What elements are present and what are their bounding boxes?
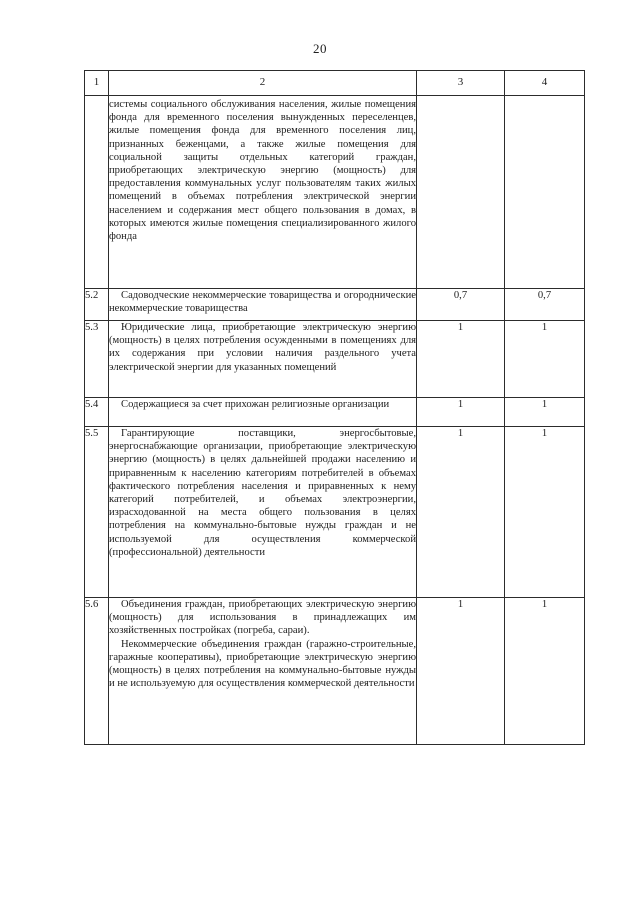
tariff-coefficient-table [84,70,585,745]
table-row-5-4 [85,398,585,427]
header-col-1: 1 [85,71,109,96]
row-paragraph: Содержащиеся за счет прихожан религиозные организации [121,399,390,410]
row-value-col3-empty [417,96,505,289]
row-description [109,96,417,289]
header-col-3: 3 [417,71,505,96]
table-row-5-2 [85,289,585,321]
row-description [109,289,417,321]
row-paragraph: Некоммерческие объединения граждан (гаражно-строительные, гаражные кооперативы), приобретающие электрическую энергию (мощность) в целях потребления на коммунально-бытовые нужды и не используемую для осуществления коммерческой деятельности [109,638,416,690]
row-number-empty [85,96,109,289]
row-value-col4: 1 [505,598,585,745]
row-paragraph: Объединения граждан, приобретающих электрическую энергию (мощность) для использования в принадлежащих им хозяйственных постройках (погреба, сараи). [109,599,416,637]
row-value-col3: 1 [417,398,505,427]
row-description [109,598,417,745]
row-paragraph: Садоводческие некоммерческие товарищества и огороднические некоммерческие товарищества [109,290,416,315]
table-row-5-3 [85,321,585,398]
table-row-5-6 [85,598,585,745]
row-number: 5.4 [85,398,109,427]
row-paragraph: системы социального обслуживания населения, жилые помещения фонда для временного поселения вынужденных переселенцев, жилые помещения фонда для временного поселения лиц, признанных беженцами, а также жилые помещения для социальной защиты отдельных категорий граждан, приобретающих электрическую энергию (мощность) для предоставления коммунальных услуг пользователям таких жилых помещений в объемах потребления электрической энергии населением и содержания мест общего пользования в домах, в которых имеются жилые помещения специализированного жилого фонда [109,99,416,243]
row-description [109,398,417,427]
row-number: 5.2 [85,289,109,321]
row-description [109,321,417,398]
table-row-5-5 [85,427,585,598]
row-paragraph: Гарантирующие поставщики, энергосбытовые, энергоснабжающие организации, приобретающие электрическую энергию (мощность) в целях дальнейшей продажи населению и приравненным к населению категориям потребителей в объемах фактического потребления населения и приравненных к нему категорий потребителей, и объемах электроэнергии, израсходованной на места общего пользования в целях потребления на коммунально-бытовые нужды граждан и не используемой для осуществления коммерческой (профессиональной) деятельности [109,428,416,558]
row-value-col4: 1 [505,427,585,598]
row-value-col4: 1 [505,321,585,398]
row-value-col4: 1 [505,398,585,427]
header-col-4: 4 [505,71,585,96]
row-value-col3: 1 [417,598,505,745]
row-description [109,427,417,598]
row-value-col3: 1 [417,427,505,598]
header-col-2: 2 [109,71,417,96]
row-value-col3: 1 [417,321,505,398]
row-value-col4-empty [505,96,585,289]
table-header-row [85,71,585,96]
row-value-col4: 0,7 [505,289,585,321]
row-number: 5.3 [85,321,109,398]
table-row-continuation [85,96,585,289]
row-number: 5.5 [85,427,109,598]
page-number: 20 [313,41,327,56]
row-number: 5.6 [85,598,109,745]
row-value-col3: 0,7 [417,289,505,321]
row-paragraph: Юридические лица, приобретающие электрическую энергию (мощность) в целях потребления осужденными в помещениях для их содержания при условии наличия раздельного учета электрической энергии для указанных помещений [109,322,416,373]
